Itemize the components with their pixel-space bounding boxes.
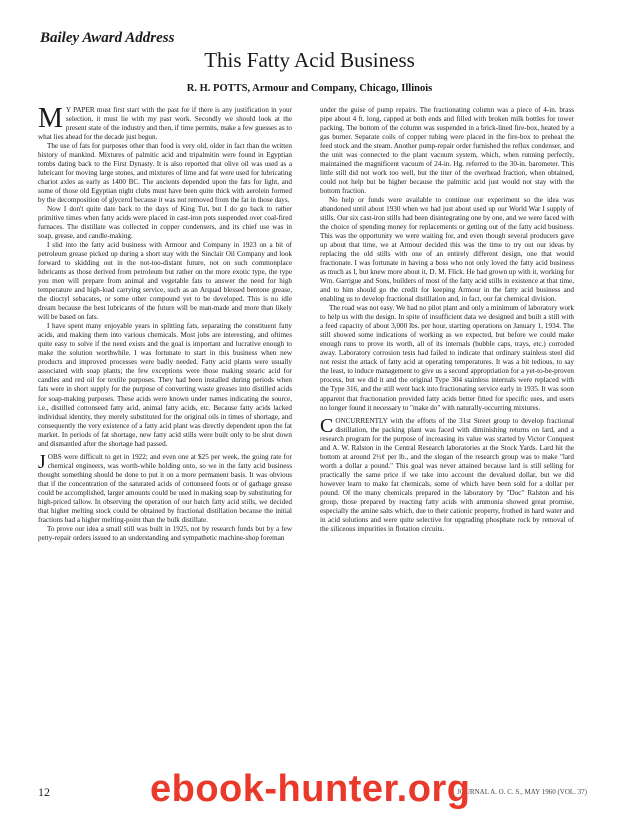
drop-cap: C: [320, 414, 334, 437]
paragraph: I have spent many enjoyable years in splitting fats, separating the constituent fatty acids, and making them into various chemicals. Most jobs are interesting, and oftimes quite easy to solve if the need exists and the goal is important and lucrative enough to make the solution worthwhile. I was fortunate to start in this business when new products and improved processes were badly needed. Fatty acid plants were usually associated with soap plants; the few exceptions were those making stearic acid for candles and red oil for textile purposes. They had been installed during periods when fats were in short supply for the purpose of converting waste greases into distilled acids for soap-making purposes. These acids were known under names indicating the source, i.e., distilled cottonseed fatty acid, animal fatty acids, etc. Because fatty acids lacked individual identity, they merely substituted for the original oils in times of shortage, and consequently the very existence of a fatty acid plant was directly dependent upon the fat market. In periods of fat shortage, new fatty acid stills were built only to be shut down and dismantled after the shortage had passed.: [38, 322, 292, 448]
text-column-left: [38, 103, 292, 543]
paragraph: To prove our idea a small still was built in 1925, not by research funds but by a few petty-repair orders issued to an understanding and sympathetic machine-shop foreman: [38, 524, 292, 542]
author-byline: R. H. POTTS, Armour and Company, Chicago, Illinois: [186, 83, 433, 94]
drop-cap: J: [38, 450, 46, 473]
paragraph: [320, 414, 574, 534]
paragraph: [38, 450, 292, 525]
paragraph: I slid into the fatty acid business with Armour and Company in 1923 on a bit of petroleum grease picked up during a short stay with the Sinclair Oil Company and look forward to skidding out in the not-too-distant future, not on such commonplace lubricants as those derived from petroleum but rather on the more exotic type, the type you men will prepare from animal and vegetable fats to answer the need for high temperature and high-load carrying service, such as an Arquad blessed bentone grease, the dioctyl sebacates, or some other compound yet to be developed. This is no idle dream because the best lubricants of the future will be man-made and more than likely will be based on fats.: [38, 241, 292, 322]
article-title: This Fatty Acid Business: [204, 48, 415, 72]
watermark: ebook-hunter.org: [150, 768, 471, 810]
text-column-right: [320, 106, 574, 534]
paragraph: under the guise of pump repairs. The fractionating column was a piece of 4-in. brass pipe about 4 ft. long, capped at both ends and filled with broken milk bottles for tower packing. The bottom of the column was suspended in a brick-lined fire-box, heated by a gas burner. Separate coils of copper tubing were placed in the fire-box to preheat the feed stock and the steam. Another pump-repair order furnished the reflux condenser, and the unit was connected to the plant vacuum system, which, when running perfectly, maintained the magnificent vacuum of 24-in. Hg. referred to the 30-in. barometer. This little still did not work too well, but the titer of the overhead fraction, when obtained, could not help but be higher because the palmitic acid just would not stay with the bottom fraction.: [320, 106, 574, 196]
paragraph: The road was not easy. We had no pilot plant and only a minimum of laboratory work to help us with the design. In spite of insufficient data we designed and built a still with a feed capacity of about 3,000 lbs. per hour, starting operations on January 1, 1934. The still showed some indications of working as we expected, but before we could make enough runs to prove its worth, all of its internals (bubble caps, trays, etc.) corroded away. Laboratory corrosion tests had failed to indicate that ordinary stainless steel did not resist the attack of fatty acid at operating temperatures. It was a bit tedious, to say the least, to induce management to give us a second appropriation for a yet-to-be-proven process, but we did it and the original Type 304 stainless internals were replaced with the Type 316, and the still went back into fractionating service early in 1935. It was soon apparent that fractionation provided fatty acids better fitted for specific uses, and users no longer found it necessary to "make do" with naturally-occurring mixtures.: [320, 304, 574, 412]
paragraph-text: ONCURRENTLY with the efforts of the 31st Street group to develop fractional distillation, the packing plant was faced with diminishing returns on lard, and a research program for the purpose of increasing its value was started by Victor Conquest and A. W. Ralston in the Central Research laboratories at the Stock Yards. Lard hit the bottom at around 2½¢ per lb., and the slogan of the research group was to make "lard worth a dollar a pound." This goal was never attained because lard is still selling for practically the same price if we take into account the devalued dollar, but we did however learn to make fat chemicals, some of which have been sold for a dollar per pound. Of the many chemicals prepared in the laboratory by "Doc" Ralston and his group, those prepared by reacting fatty acids with ammonia showed great promise, especially the amine salts which, due to their cationic property, frothed in hard water and in acid solutions and were quite selective for upgrading phosphate rock by removal of the siliceous impurities in flotation circuits.: [320, 416, 574, 533]
paragraph-text: Y PAPER must first start with the past for if there is any justification in your selection, it must lie with my past work. Secondly we should look at the present state of the industry and then, if time permits, make a few guesses as to what lies ahead for the decade just begun.: [38, 106, 292, 142]
paragraph-text: OBS were difficult to get in 1922; and even one at $25 per week, the going rate for chemical engineers, was worth-while holding onto, so we in the fatty acid business thought something should be done to put it on a more permanent basis. It was obvious that if the concentration of the saturated acids of cottonseed foots or of garbage grease could be accomplished, larger amounts could be used in making soap by substituting for high-priced tallow. In observing the operation of our batch fatty acid stills, we decided that higher melting stock could be obtained by fractional distillation because the initial fractions had a higher melting-point than the bulk distillate.: [38, 452, 292, 524]
page-number: 12: [38, 785, 50, 799]
drop-cap: M: [38, 103, 63, 134]
section-label: Bailey Award Address: [40, 30, 175, 46]
journal-citation: JOURNAL A. O. C. S., MAY 1960 (VOL. 37): [457, 788, 587, 796]
paragraph: No help or funds were available to continue our experiment so the idea was abandoned until about 1930 when we had just about used up our World War I supply of stills. Our six cast-iron stills had been disintegrating one by one, and we were faced with the choice of spending money for replacements or getting out of the fatty acid business. This was the opportunity we were waiting for, and even though several producers gave up about that time, we at Armour decided this was the time to try out our ideas by replacing the old stills with one of an entirely different design, one that would fractionate. I was fortunate in having a boss who not only loved the fatty acid business as much as I, but knew more about it, D. M. Flick. He had grown up with it, working for Wm. Garrigue and Sons, builders of most of the fatty acid stills in existence at that time, and to him should go the credit for keeping Armour in the fatty acid business and enabling us to develop fractional distillation and, in fact, our fat chemical division.: [320, 196, 574, 304]
paragraph: The use of fats for purposes other than food is very old, older in fact than the written history of mankind. Mixtures of palmitic acid and tripalmitin were found in Egyptian tombs dating back to the First Dynasty. It is also reported that olive oil was used as a lubricant for moving large stones, and mixtures of lime and fat were used for lubricating chariot axles as early as 1400 BC. The ancients depended upon the fats for light, and some of those old Egyptian night clubs must have been quite thick with aerolein formed by the decomposition of glycerol because it was not removed from the fat in those days.: [38, 142, 292, 205]
paragraph: Now I don't quite date back to the days of King Tut, but I do go back to rather primitive times when fatty acids were placed in cast-iron pots suspended over coal-fired furnaces. The distillate was collected in copper condensers, and its chief use was in soap, grease, and candle-making.: [38, 205, 292, 241]
paragraph: [38, 103, 292, 142]
